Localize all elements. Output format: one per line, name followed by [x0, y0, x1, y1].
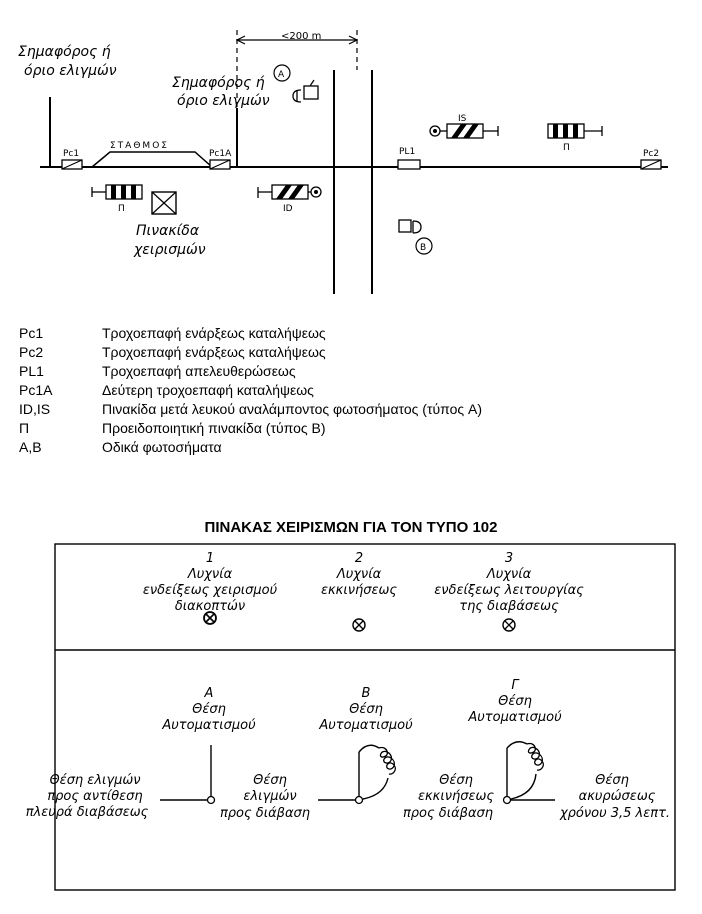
pos-a-left-3: πλευρά διαβάσεως [25, 805, 149, 820]
is-sign-board [430, 124, 498, 138]
legend-code: Π [19, 419, 30, 436]
pos-c-line1: Θέση [498, 694, 532, 709]
legend-code: PL1 [19, 362, 44, 379]
pos-a-line2: Αυτοματισμού [162, 718, 256, 733]
legend-code: ID,IS [19, 400, 51, 417]
pos-a-line1: Θέση [192, 702, 226, 717]
legend-code: A,B [19, 438, 42, 455]
pc1a-label: Pc1A [209, 149, 232, 159]
id-label: ID [283, 204, 293, 214]
switch-c-diagram [504, 742, 556, 804]
lamp-1-line3: διακοπτών [174, 599, 246, 614]
lamp-2-line1: Λυχνία [336, 567, 382, 582]
marker-b-label: B [420, 243, 427, 253]
pos-a-left-1: Θέση ελιγμών [49, 773, 141, 788]
signal-mid-label-1: Σημαφόρος ή [172, 75, 265, 91]
legend-desc: Δεύτερη τροχοεπαφή καταλήψεως [102, 381, 314, 398]
lamp-1-line1: Λυχνία [187, 567, 233, 582]
warning-board-left [92, 185, 142, 199]
legend-desc: Τροχοεπαφή ενάρξεως καταλήψεως [102, 324, 326, 341]
legend-desc: Προειδοποιητική πινακίδα (τύπος B) [102, 419, 326, 436]
lamp-3-line1: Λυχνία [486, 567, 532, 582]
legend-code: Pc2 [19, 343, 44, 360]
panel-label-1: Πινακίδα [136, 223, 200, 239]
lamp-3-line3: της διαβάσεως [459, 599, 559, 614]
pos-c-left-1: Θέση [439, 773, 473, 788]
legend-code: Pc1A [19, 381, 53, 398]
marker-a-label: A [278, 70, 285, 80]
pc2-label: Pc2 [643, 149, 660, 159]
lamp-3-number: 3 [504, 551, 514, 566]
distance-label: <200 m [281, 31, 322, 42]
pos-b-left-2: ελιγμών [243, 789, 297, 804]
pos-c-line2: Αυτοματισμού [468, 710, 562, 725]
panel-label-2: χειρισμών [134, 242, 206, 258]
legend-row [19, 380, 679, 399]
legend-row [19, 418, 679, 437]
legend-row [19, 399, 679, 418]
lamp-2-number: 2 [354, 551, 364, 566]
legend-row [19, 361, 679, 380]
signal-mid-label-2: όριο ελιγμών [177, 93, 270, 109]
id-sign-board [258, 185, 321, 199]
station-platform [92, 152, 212, 167]
legend-row [19, 323, 679, 342]
rail-contact-pl1 [398, 160, 420, 169]
signal-left-label-1: Σημαφόρος ή [18, 44, 111, 60]
pos-a-left-2: προς αντίθεση [47, 789, 143, 804]
pl1-label: PL1 [399, 147, 416, 157]
switch-b-diagram [318, 745, 395, 803]
legend-code: Pc1 [19, 324, 44, 341]
pos-c-right-2: ακυρώσεως [578, 789, 656, 804]
signal-left-label-2: όριο ελιγμών [24, 63, 117, 79]
lamp-1-line2: ενδείξεως χειρισμού [142, 583, 278, 598]
control-panel-box-icon [152, 192, 176, 214]
rail-contact-pc1 [62, 160, 82, 169]
pos-c-right-1: Θέση [595, 773, 629, 788]
legend-desc: Τροχοεπαφή ενάρξεως καταλήψεως [102, 343, 326, 360]
pos-b-letter: B [361, 686, 371, 701]
pos-c-left-2: εκκινήσεως [417, 789, 495, 804]
pos-c-left-3: προς διάβαση [402, 806, 494, 821]
lamp-3-line2: ενδείξεως λειτουργίας [434, 583, 584, 598]
road-signal-b-icon [399, 220, 421, 233]
rail-contact-pc2 [641, 160, 661, 169]
legend [19, 323, 679, 456]
panel-title: ΠΙΝΑΚΑΣ ΧΕΙΡΙΣΜΩΝ ΓΙΑ ΤΟΝ ΤΥΠΟ 102 [204, 519, 498, 536]
pos-b-left-3: προς διάβαση [219, 806, 311, 821]
rail-contact-pc1a [210, 160, 230, 169]
is-label: IS [458, 114, 467, 124]
pos-b-line2: Αυτοματισμού [319, 718, 413, 733]
p-right-label: Π [563, 143, 570, 153]
legend-desc: Πινακίδα μετά λευκού αναλάμποντος φωτοσήματος (τύπος A) [102, 400, 483, 417]
pos-a-letter: A [204, 686, 214, 701]
station-label: ΣΤΑΘΜΟΣ [110, 141, 169, 151]
legend-row [19, 437, 679, 456]
legend-desc: Οδικά φωτοσήματα [102, 438, 222, 455]
pos-c-right-3: χρόνου 3,5 λεπτ. [559, 806, 671, 821]
lamp-3-icon [503, 619, 515, 631]
legend-row [19, 342, 679, 361]
pc1-label: Pc1 [63, 149, 80, 159]
pos-c-letter: Γ [511, 678, 519, 693]
road-signal-a-icon [293, 80, 318, 102]
switch-a-diagram [160, 745, 215, 804]
pos-b-line1: Θέση [349, 702, 383, 717]
p-left-label: Π [118, 204, 125, 214]
pos-b-left-1: Θέση [253, 773, 287, 788]
lamp-1-number: 1 [205, 551, 215, 566]
lamp-2-icon [353, 619, 365, 631]
legend-desc: Τροχοεπαφή απελευθερώσεως [102, 362, 296, 379]
lamp-2-line2: εκκινήσεως [320, 583, 398, 598]
warning-board-right [548, 124, 602, 138]
